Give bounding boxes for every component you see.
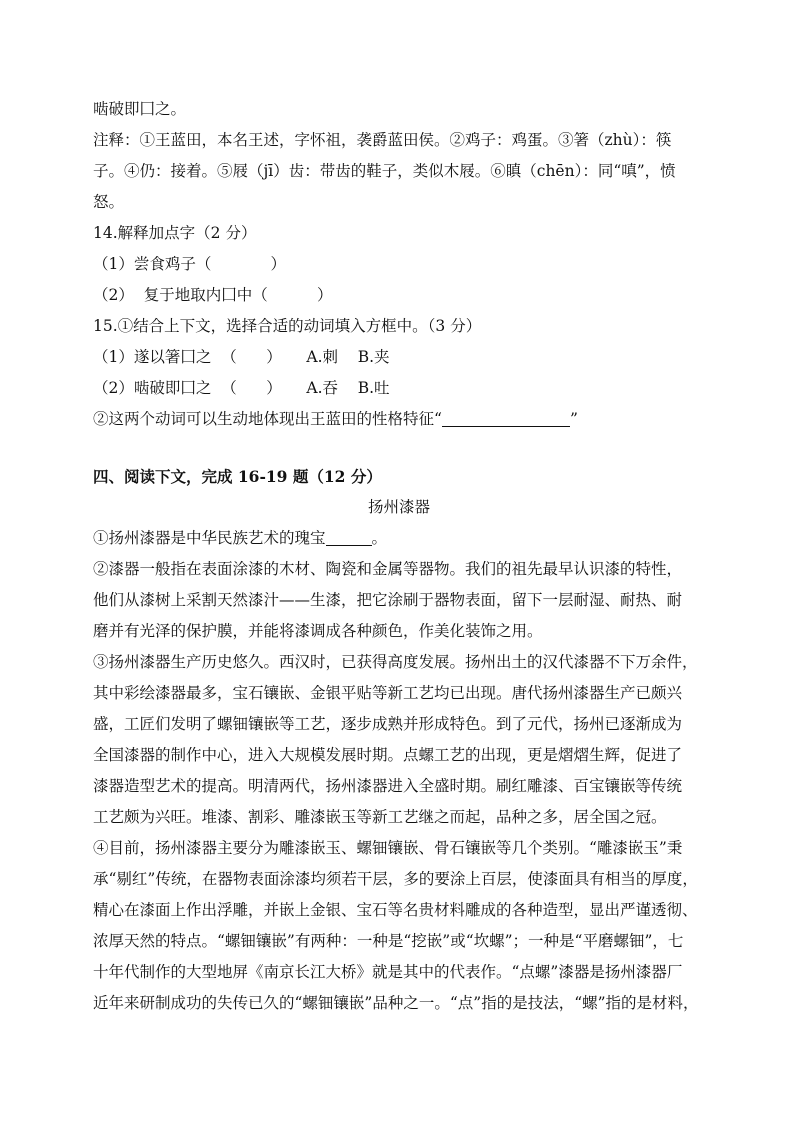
- notes-line: 怒。: [93, 193, 125, 211]
- paragraph-4-line: 承“剔红”传统，在器物表面涂漆均须若干层，多的要涂上百层，使漆面具有相当的厚度，: [93, 870, 698, 888]
- document-page: [93, 94, 705, 1019]
- paragraph-4-line: 浓厚天然的特点。“螺钿镶嵌”有两种：一种是“挖嵌”或“坎螺”；一种是“平磨螺钿”，七: [93, 932, 684, 950]
- question-14-item-1: （1）尝食鸡子（ ）: [93, 255, 286, 273]
- section-heading: 四、阅读下文，完成 16-19 题（12 分）: [93, 467, 382, 486]
- question-15-item-1: （1）遂以箸囗之 （ ） A.刺 B.夹: [93, 348, 390, 366]
- question-15-item-3-close: ”: [569, 410, 578, 428]
- paragraph-2-line: ②漆器一般指在表面涂漆的木材、陶瓷和金属等器物。我们的祖先最早认识漆的特性，: [93, 560, 683, 578]
- paragraph-1-end: 。: [371, 529, 388, 547]
- paragraph-3-line: ③扬州漆器生产历史悠久。西汉时，已获得高度发展。扬州出土的汉代漆器不下万余件，: [93, 653, 698, 671]
- question-15-item-3-text: ②这两个动词可以生动地体现出王蓝田的性格特征“: [93, 410, 442, 428]
- question-14-title: 14.解释加点字（2 分）: [93, 224, 257, 242]
- text-line: 啮破即囗之。: [93, 100, 187, 118]
- question-14-item-2: （2） 复于地取内囗中（ ）: [93, 286, 333, 304]
- paragraph-3-line: 工艺颇为兴旺。堆漆、割彩、雕漆嵌玉等新工艺继之而起，品种之多，居全国之冠。: [93, 808, 667, 826]
- paragraph-4-line: 十年代制作的大型地屏《南京长江大桥》就是其中的代表作。“点螺”漆器是扬州漆器厂: [93, 963, 683, 981]
- spacer: [93, 435, 705, 461]
- question-15-item-2: （2）啮破即囗之 （ ） A.吞 B.吐: [93, 379, 390, 397]
- paragraph-3-line: 全国漆器的制作中心，进入大规模发展时期。点螺工艺的出现，更是熠熠生辉，促进了: [93, 746, 683, 764]
- paragraph-3-line: 盛，工匠们发明了螺钿镶嵌等工艺，逐步成熟并形成特色。到了元代，扬州已逐渐成为: [93, 715, 683, 733]
- answer-blank[interactable]: [442, 408, 570, 427]
- answer-blank[interactable]: [326, 527, 372, 546]
- paragraph-1-text: ①扬州漆器是中华民族艺术的瑰宝: [93, 529, 326, 547]
- article-title: 扬州漆器: [367, 498, 430, 516]
- paragraph-3-line: 其中彩绘漆器最多，宝石镶嵌、金银平贴等新工艺均已出现。唐代扬州漆器生产已颇兴: [93, 684, 683, 702]
- paragraph-4-line: 精心在漆面上作出浮雕，并嵌上金银、宝石等名贵材料雕成的各种造型，显出严谨透彻、: [93, 901, 698, 919]
- question-15-item-3: [93, 404, 705, 435]
- paragraph-3-line: 漆器造型艺术的提高。明清两代，扬州漆器进入全盛时期。刷红雕漆、百宝镶嵌等传统: [93, 777, 683, 795]
- paragraph-1: [93, 523, 705, 554]
- paragraph-4-line: 近年来研制成功的失传已久的“螺钿镶嵌”品种之一。“点”指的是技法，“螺”指的是材料，: [93, 994, 699, 1012]
- paragraph-2-line: 磨并有光泽的保护膜，并能将漆调成各种颜色，作美化装饰之用。: [93, 622, 543, 640]
- paragraph-4-line: ④目前，扬州漆器主要分为雕漆嵌玉、螺钿镶嵌、骨石镶嵌等几个类别。“雕漆嵌玉”秉: [93, 839, 683, 857]
- question-15-title: 15.①结合上下文，选择合适的动词填入方框中。（3 分）: [93, 317, 482, 335]
- notes-line: 子。④仍：接着。⑤屐（jī）齿：带齿的鞋子，类似木屐。⑥瞋（chēn）：同“嗔”，愤: [93, 162, 676, 180]
- paragraph-2-line: 他们从漆树上采割天然漆汁——生漆，把它涂刷于器物表面，留下一层耐湿、耐热、耐: [93, 591, 683, 609]
- notes-line: 注释：①王蓝田，本名王述，字怀祖，袭爵蓝田侯。②鸡子：鸡蛋。③箸（zhù）：筷: [93, 131, 672, 149]
